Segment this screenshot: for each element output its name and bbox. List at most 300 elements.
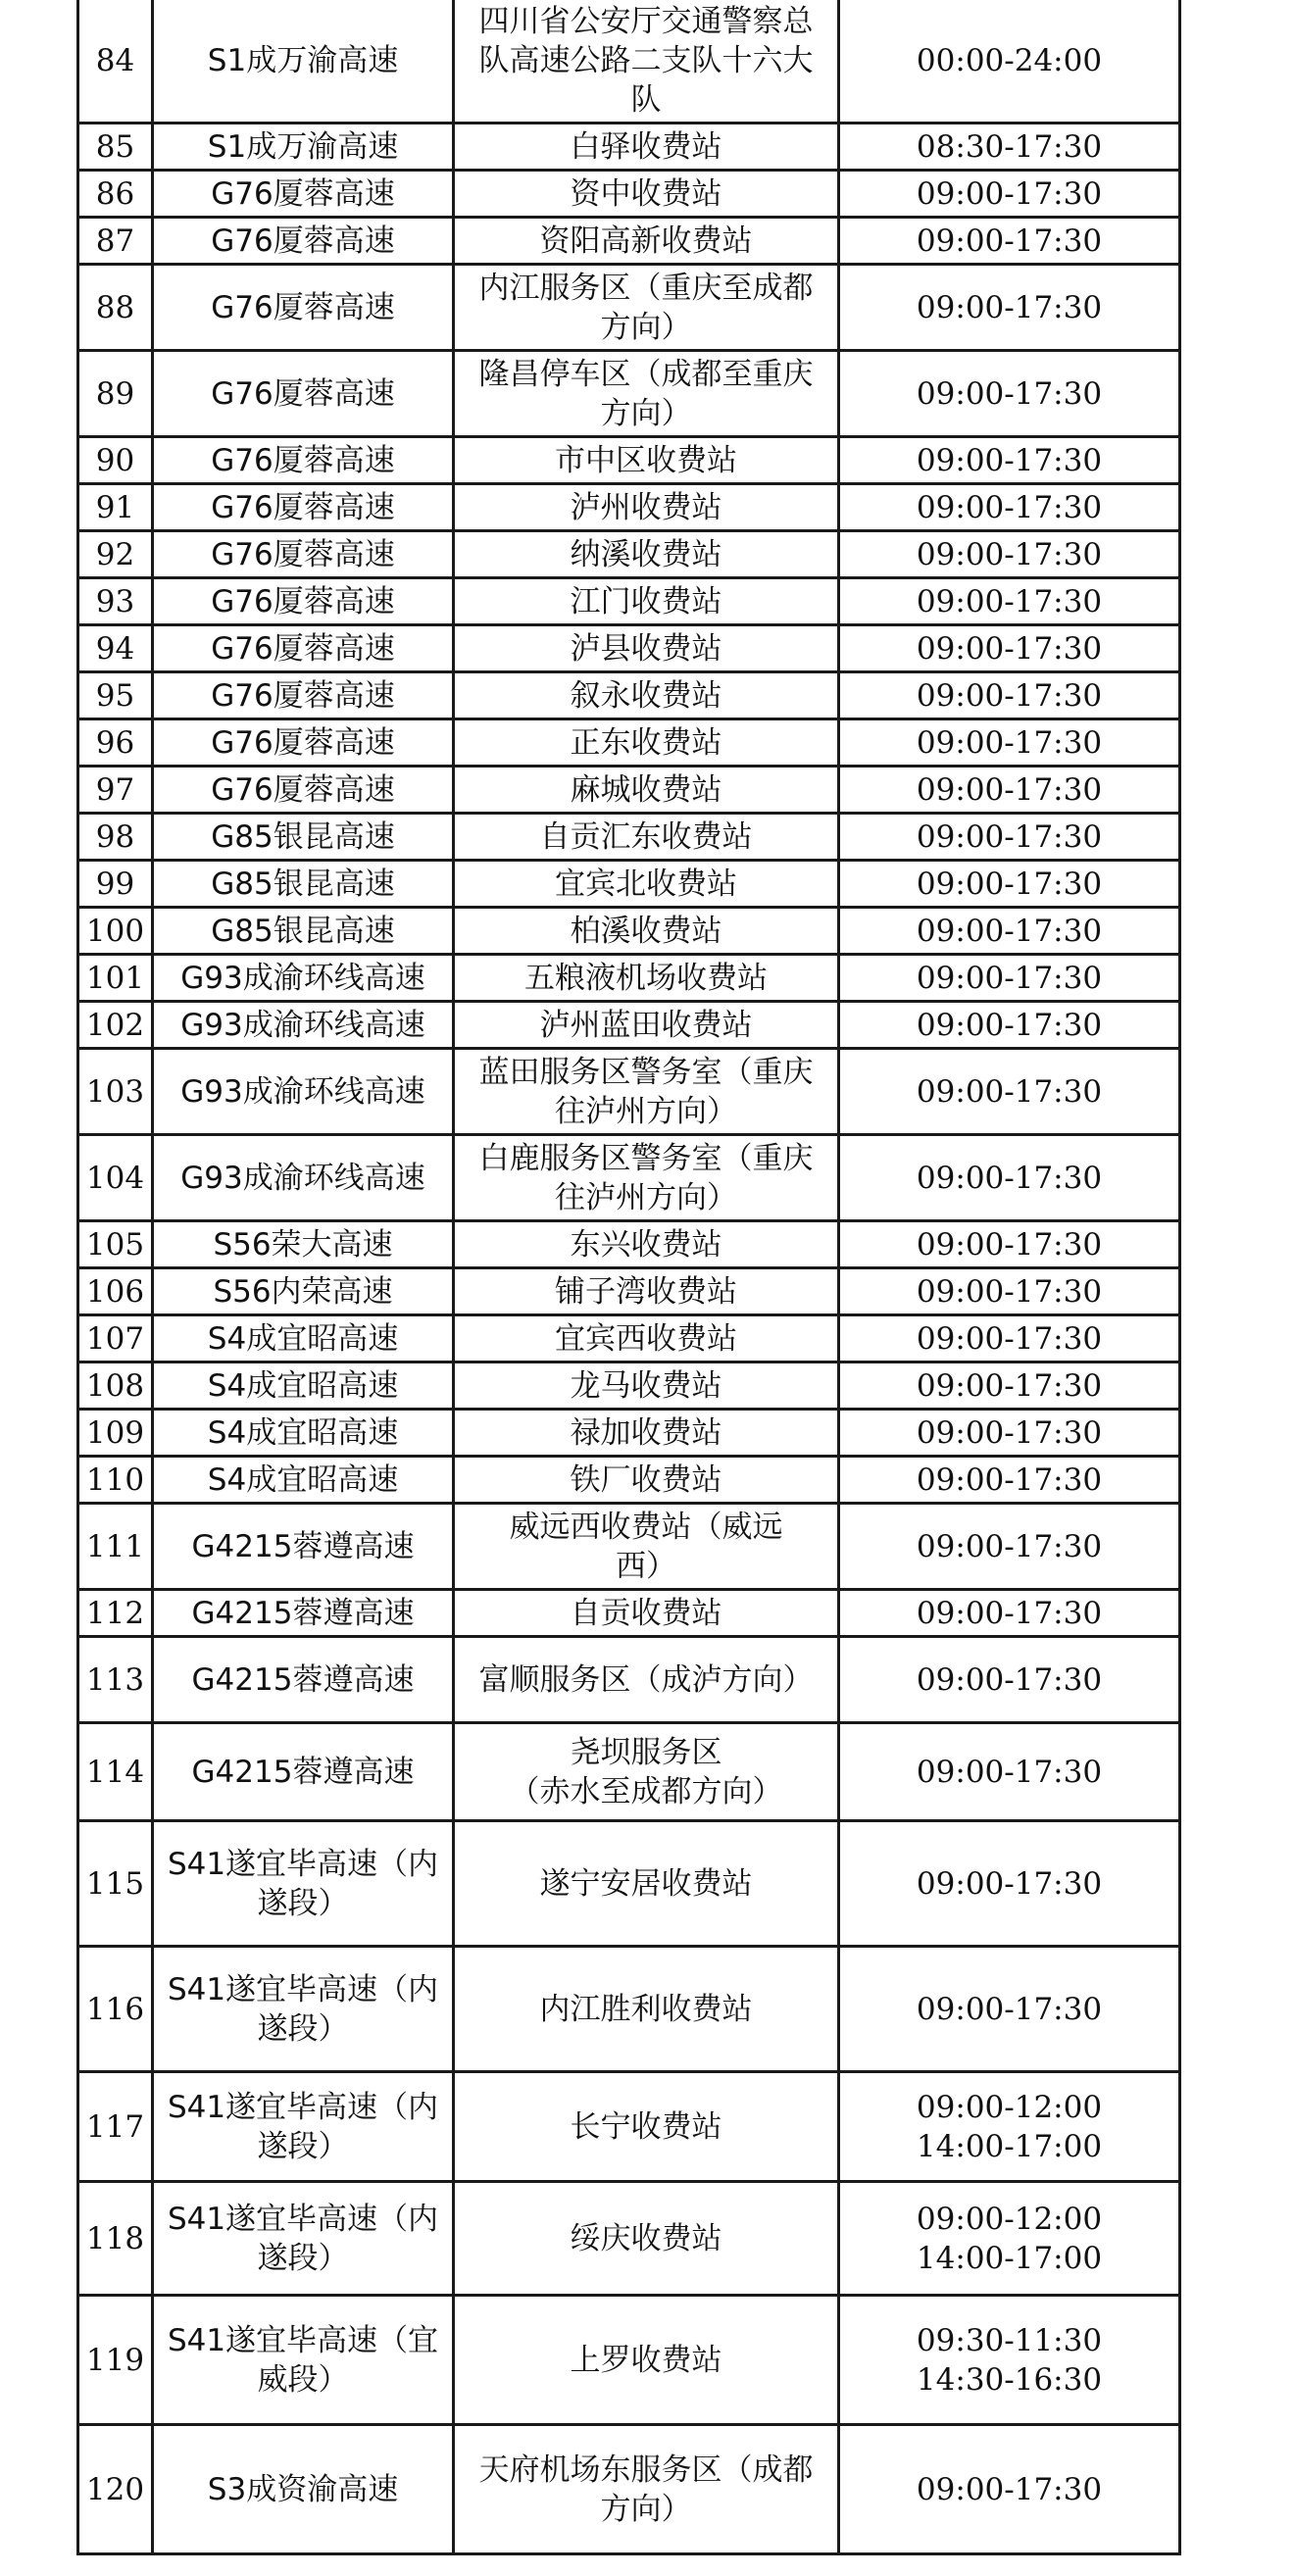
row-number: 101	[78, 955, 153, 1002]
hours-cell	[839, 2072, 1180, 2182]
road-name-cell	[153, 1723, 454, 1821]
hours-cell-line: 14:00-17:00	[916, 2240, 1103, 2276]
hours-cell-line: 09:00-17:30	[916, 771, 1103, 808]
location-cell-line: 长宁收费站	[570, 2108, 722, 2145]
table-row	[78, 1947, 1180, 2072]
table-row	[78, 767, 1180, 814]
road-name-cell-line: G76厦蓉高速	[211, 536, 395, 572]
location-cell	[454, 2296, 839, 2425]
hours-cell	[839, 1002, 1180, 1049]
location-cell	[454, 767, 839, 814]
location-cell-line: 西）	[616, 1548, 676, 1584]
hours-cell	[839, 767, 1180, 814]
row-number: 91	[78, 484, 153, 531]
road-name-cell	[153, 171, 454, 218]
road-name-cell	[153, 767, 454, 814]
row-number: 89	[78, 351, 153, 437]
hours-cell	[839, 2425, 1180, 2554]
hours-cell	[839, 672, 1180, 719]
road-name-cell	[153, 1947, 454, 2072]
hours-cell	[839, 625, 1180, 672]
hours-cell	[839, 265, 1180, 351]
road-name-cell	[153, 2182, 454, 2296]
row-number: 93	[78, 578, 153, 625]
location-cell	[454, 672, 839, 719]
location-cell-line: 资阳高新收费站	[539, 223, 753, 259]
hours-cell-line: 09:00-17:30	[916, 289, 1103, 325]
hours-cell	[839, 2296, 1180, 2425]
row-number: 85	[78, 124, 153, 171]
hours-cell	[839, 719, 1180, 767]
road-name-cell-line: S41遂宜毕高速（宜	[167, 2322, 439, 2358]
hours-cell	[839, 1504, 1180, 1590]
location-cell	[454, 861, 839, 908]
road-name-cell-line: G85银昆高速	[211, 818, 395, 855]
hours-cell	[839, 437, 1180, 484]
location-cell-line: 蓝田服务区警务室（重庆	[478, 1054, 814, 1090]
row-number: 94	[78, 625, 153, 672]
road-name-cell	[153, 484, 454, 531]
table-row	[78, 719, 1180, 767]
road-name-cell-line: S41遂宜毕高速（内	[167, 1846, 439, 1882]
road-name-cell-line: G76厦蓉高速	[211, 583, 395, 619]
row-number: 103	[78, 1049, 153, 1135]
hours-cell	[839, 1049, 1180, 1135]
hours-cell	[839, 1362, 1180, 1410]
hours-cell-line: 09:00-17:30	[916, 913, 1103, 949]
row-number: 107	[78, 1315, 153, 1362]
location-cell-line: 白驿收费站	[570, 128, 722, 165]
table-row	[78, 2072, 1180, 2182]
hours-cell	[839, 1315, 1180, 1362]
hours-cell-line: 09:00-17:30	[916, 223, 1103, 259]
location-cell-line: 叙永收费站	[570, 677, 722, 714]
road-name-cell	[153, 1504, 454, 1590]
row-number: 109	[78, 1410, 153, 1457]
table-row	[78, 1504, 1180, 1590]
location-cell	[454, 1221, 839, 1268]
location-cell	[454, 1315, 839, 1362]
location-cell	[454, 351, 839, 437]
hours-cell	[839, 1723, 1180, 1821]
road-name-cell-line: G93成渝环线高速	[180, 1160, 425, 1196]
hours-cell-line: 09:00-17:30	[916, 375, 1103, 412]
location-cell	[454, 1457, 839, 1504]
table-row	[78, 814, 1180, 861]
hours-cell-line: 09:00-17:30	[916, 1160, 1103, 1196]
row-number: 86	[78, 171, 153, 218]
road-name-cell	[153, 908, 454, 955]
table-row	[78, 2425, 1180, 2554]
table-row	[78, 578, 1180, 625]
checkpoint-table	[76, 0, 1181, 2555]
location-cell-line: 资中收费站	[570, 175, 722, 212]
location-cell	[454, 1362, 839, 1410]
location-cell-line: 自贡收费站	[570, 1595, 722, 1631]
location-cell	[454, 1135, 839, 1221]
location-cell-line: 麻城收费站	[570, 771, 722, 808]
road-name-cell	[153, 1362, 454, 1410]
location-cell-line: 市中区收费站	[555, 442, 737, 478]
row-number: 116	[78, 1947, 153, 2072]
table-row	[78, 908, 1180, 955]
location-cell-line: 隆昌停车区（成都至重庆	[478, 356, 814, 392]
location-cell-line: 白鹿服务区警务室（重庆	[478, 1140, 814, 1176]
road-name-cell	[153, 265, 454, 351]
road-name-cell	[153, 955, 454, 1002]
hours-cell-line: 09:00-17:30	[916, 1461, 1103, 1498]
table-row	[78, 955, 1180, 1002]
location-cell-line: 五粮液机场收费站	[524, 960, 768, 996]
table-row	[78, 1049, 1180, 1135]
row-number: 100	[78, 908, 153, 955]
table-row	[78, 625, 1180, 672]
table-row	[78, 218, 1180, 265]
location-cell	[454, 1504, 839, 1590]
hours-cell	[839, 1268, 1180, 1315]
location-cell-line: 禄加收费站	[570, 1414, 722, 1451]
road-name-cell-line: 遂段）	[257, 2240, 349, 2276]
road-name-cell-line: G4215蓉遵高速	[191, 1754, 415, 1790]
hours-cell-line: 09:00-17:30	[916, 1320, 1103, 1357]
location-cell-line: 上罗收费站	[570, 2342, 722, 2378]
road-name-cell-line: G76厦蓉高速	[211, 175, 395, 212]
row-number: 117	[78, 2072, 153, 2182]
hours-cell-line: 09:00-17:30	[916, 1073, 1103, 1110]
table-row	[78, 1362, 1180, 1410]
row-number: 95	[78, 672, 153, 719]
table-row	[78, 1135, 1180, 1221]
location-cell-line: 龙马收费站	[570, 1367, 722, 1404]
location-cell	[454, 124, 839, 171]
row-number: 105	[78, 1221, 153, 1268]
location-cell	[454, 908, 839, 955]
table-row	[78, 437, 1180, 484]
location-cell-line: 自贡汇东收费站	[539, 818, 753, 855]
location-cell	[454, 814, 839, 861]
road-name-cell-line: 遂段）	[257, 2010, 349, 2047]
road-name-cell-line: G76厦蓉高速	[211, 677, 395, 714]
road-name-cell-line: G76厦蓉高速	[211, 724, 395, 761]
row-number: 113	[78, 1637, 153, 1723]
road-name-cell	[153, 1002, 454, 1049]
hours-cell	[839, 1410, 1180, 1457]
table-row	[78, 2182, 1180, 2296]
location-cell-line: 宜宾北收费站	[555, 866, 737, 902]
hours-cell	[839, 955, 1180, 1002]
road-name-cell-line: S56荣大高速	[213, 1226, 393, 1263]
location-cell	[454, 1268, 839, 1315]
table-row	[78, 171, 1180, 218]
hours-cell	[839, 0, 1180, 124]
hours-cell	[839, 814, 1180, 861]
location-cell-line: 往泸州方向）	[555, 1093, 737, 1129]
road-name-cell	[153, 1637, 454, 1723]
road-name-cell	[153, 531, 454, 578]
road-name-cell-line: G76厦蓉高速	[211, 223, 395, 259]
hours-cell-line: 09:00-17:30	[916, 1528, 1103, 1564]
road-name-cell	[153, 1590, 454, 1637]
hours-cell-line: 09:00-17:30	[916, 489, 1103, 525]
location-cell	[454, 625, 839, 672]
road-name-cell-line: G93成渝环线高速	[180, 1007, 425, 1043]
hours-cell-line: 09:00-17:30	[916, 442, 1103, 478]
road-name-cell-line: 遂段）	[257, 2128, 349, 2164]
road-name-cell	[153, 719, 454, 767]
table-row	[78, 124, 1180, 171]
road-name-cell-line: S41遂宜毕高速（内	[167, 2089, 439, 2125]
row-number: 108	[78, 1362, 153, 1410]
road-name-cell	[153, 861, 454, 908]
hours-cell-line: 09:00-17:30	[916, 1007, 1103, 1043]
location-cell-line: 队	[630, 81, 662, 118]
location-cell-line: 方向）	[600, 2491, 692, 2527]
location-cell-line: 威远西收费站（威远	[509, 1509, 783, 1545]
location-cell	[454, 0, 839, 124]
row-number: 87	[78, 218, 153, 265]
table-row	[78, 1410, 1180, 1457]
location-cell-line: 富顺服务区（成泸方向）	[478, 1661, 814, 1698]
row-number: 92	[78, 531, 153, 578]
location-cell-line: 队高速公路二支队十六大	[478, 42, 814, 78]
hours-cell	[839, 124, 1180, 171]
road-name-cell-line: S4成宜昭高速	[207, 1367, 399, 1404]
road-name-cell	[153, 1268, 454, 1315]
road-name-cell-line: 遂段）	[257, 1885, 349, 1921]
location-cell-line: 方向）	[600, 309, 692, 345]
table-row	[78, 1457, 1180, 1504]
location-cell-line: 泸州收费站	[570, 489, 722, 525]
row-number: 99	[78, 861, 153, 908]
hours-cell-line: 09:00-17:30	[916, 1865, 1103, 1902]
location-cell-line: 天府机场东服务区（成都	[478, 2452, 814, 2488]
hours-cell	[839, 351, 1180, 437]
location-cell	[454, 955, 839, 1002]
location-cell	[454, 531, 839, 578]
road-name-cell-line: S1成万渝高速	[207, 128, 399, 165]
row-number: 114	[78, 1723, 153, 1821]
location-cell-line: 柏溪收费站	[570, 913, 722, 949]
location-cell-line: 纳溪收费站	[570, 536, 722, 572]
hours-cell-line: 09:00-12:00	[916, 2089, 1103, 2125]
hours-cell	[839, 531, 1180, 578]
hours-cell-line: 09:30-11:30	[916, 2322, 1103, 2358]
row-number: 119	[78, 2296, 153, 2425]
hours-cell-line: 09:00-17:30	[916, 583, 1103, 619]
hours-cell	[839, 1590, 1180, 1637]
location-cell-line: 江门收费站	[570, 583, 722, 619]
row-number: 110	[78, 1457, 153, 1504]
location-cell	[454, 1590, 839, 1637]
hours-cell-line: 09:00-17:30	[916, 2471, 1103, 2507]
location-cell	[454, 1049, 839, 1135]
road-name-cell	[153, 1221, 454, 1268]
location-cell-line: 内江胜利收费站	[539, 1991, 753, 2027]
location-cell	[454, 1947, 839, 2072]
road-name-cell-line: G76厦蓉高速	[211, 630, 395, 667]
location-cell	[454, 265, 839, 351]
road-name-cell	[153, 2072, 454, 2182]
location-cell	[454, 2425, 839, 2554]
location-cell-line: 铁厂收费站	[570, 1461, 722, 1498]
hours-cell	[839, 861, 1180, 908]
row-number: 96	[78, 719, 153, 767]
road-name-cell	[153, 0, 454, 124]
table-body	[78, 0, 1180, 2554]
road-name-cell	[153, 1135, 454, 1221]
road-name-cell	[153, 1049, 454, 1135]
row-number: 115	[78, 1821, 153, 1947]
location-cell-line: 四川省公安厅交通警察总	[478, 3, 814, 39]
table-row	[78, 1637, 1180, 1723]
hours-cell-line: 09:00-17:30	[916, 1367, 1103, 1404]
road-name-cell-line: G85银昆高速	[211, 913, 395, 949]
table-row	[78, 1221, 1180, 1268]
row-number: 102	[78, 1002, 153, 1049]
hours-cell	[839, 171, 1180, 218]
road-name-cell-line: S1成万渝高速	[207, 42, 399, 78]
road-name-cell-line: S4成宜昭高速	[207, 1414, 399, 1451]
location-cell-line: 方向）	[600, 395, 692, 431]
row-number: 84	[78, 0, 153, 124]
location-cell-line: 泸县收费站	[570, 630, 722, 667]
road-name-cell-line: S3成资渝高速	[207, 2471, 399, 2507]
location-cell	[454, 578, 839, 625]
location-cell-line: 往泸州方向）	[555, 1179, 737, 1215]
hours-cell-line: 09:00-17:30	[916, 724, 1103, 761]
table-row	[78, 672, 1180, 719]
table-row	[78, 1723, 1180, 1821]
location-cell	[454, 2072, 839, 2182]
location-cell-line: 正东收费站	[570, 724, 722, 761]
road-name-cell	[153, 578, 454, 625]
hours-cell-line: 09:00-12:00	[916, 2201, 1103, 2237]
hours-cell	[839, 1821, 1180, 1947]
table-row	[78, 265, 1180, 351]
location-cell	[454, 437, 839, 484]
hours-cell-line: 09:00-17:30	[916, 536, 1103, 572]
row-number: 118	[78, 2182, 153, 2296]
location-cell-line: 遂宁安居收费站	[539, 1865, 753, 1902]
hours-cell-line: 08:30-17:30	[916, 128, 1103, 165]
table-row	[78, 861, 1180, 908]
road-name-cell-line: G4215蓉遵高速	[191, 1528, 415, 1564]
hours-cell	[839, 2182, 1180, 2296]
hours-cell-line: 09:00-17:30	[916, 818, 1103, 855]
road-name-cell	[153, 1410, 454, 1457]
row-number: 97	[78, 767, 153, 814]
location-cell-line: 铺子湾收费站	[555, 1273, 737, 1310]
hours-cell	[839, 218, 1180, 265]
table-row	[78, 1315, 1180, 1362]
road-name-cell-line: G76厦蓉高速	[211, 442, 395, 478]
road-name-cell	[153, 1315, 454, 1362]
table-row	[78, 1268, 1180, 1315]
road-name-cell-line: G93成渝环线高速	[180, 960, 425, 996]
road-name-cell	[153, 437, 454, 484]
road-name-cell-line: G76厦蓉高速	[211, 771, 395, 808]
road-name-cell-line: 威段）	[257, 2361, 349, 2398]
road-name-cell-line: G4215蓉遵高速	[191, 1595, 415, 1631]
location-cell-line: 绥庆收费站	[570, 2220, 722, 2256]
row-number: 111	[78, 1504, 153, 1590]
hours-cell-line: 09:00-17:30	[916, 1991, 1103, 2027]
road-name-cell-line: S56内荣高速	[213, 1273, 393, 1310]
road-name-cell-line: G85银昆高速	[211, 866, 395, 902]
hours-cell-line: 09:00-17:30	[916, 1273, 1103, 1310]
hours-cell-line: 09:00-17:30	[916, 866, 1103, 902]
hours-cell-line: 09:00-17:30	[916, 1226, 1103, 1263]
location-cell	[454, 1410, 839, 1457]
road-name-cell	[153, 2425, 454, 2554]
hours-cell	[839, 578, 1180, 625]
hours-cell-line: 09:00-17:30	[916, 630, 1103, 667]
road-name-cell-line: G76厦蓉高速	[211, 489, 395, 525]
table-row	[78, 0, 1180, 124]
location-cell-line: 宜宾西收费站	[555, 1320, 737, 1357]
road-name-cell-line: S41遂宜毕高速（内	[167, 2201, 439, 2237]
table-row	[78, 1821, 1180, 1947]
road-name-cell	[153, 814, 454, 861]
location-cell	[454, 1723, 839, 1821]
location-cell-line: 尧坝服务区	[570, 1734, 722, 1770]
hours-cell-line: 09:00-17:30	[916, 1754, 1103, 1790]
road-name-cell	[153, 625, 454, 672]
road-name-cell	[153, 1457, 454, 1504]
hours-cell	[839, 484, 1180, 531]
hours-cell-line: 14:00-17:00	[916, 2128, 1103, 2164]
hours-cell	[839, 1947, 1180, 2072]
location-cell	[454, 2182, 839, 2296]
road-name-cell-line: G76厦蓉高速	[211, 289, 395, 325]
hours-cell-line: 09:00-17:30	[916, 1595, 1103, 1631]
row-number: 88	[78, 265, 153, 351]
hours-cell	[839, 1135, 1180, 1221]
hours-cell	[839, 1457, 1180, 1504]
location-cell-line: （赤水至成都方向）	[509, 1773, 783, 1809]
location-cell	[454, 171, 839, 218]
road-name-cell-line: G93成渝环线高速	[180, 1073, 425, 1110]
hours-cell-line: 09:00-17:30	[916, 1414, 1103, 1451]
road-name-cell-line: S4成宜昭高速	[207, 1320, 399, 1357]
road-name-cell	[153, 218, 454, 265]
row-number: 104	[78, 1135, 153, 1221]
table-row	[78, 531, 1180, 578]
hours-cell	[839, 1221, 1180, 1268]
row-number: 120	[78, 2425, 153, 2554]
road-name-cell-line: S41遂宜毕高速（内	[167, 1971, 439, 2007]
location-cell	[454, 218, 839, 265]
location-cell-line: 东兴收费站	[570, 1226, 722, 1263]
location-cell	[454, 1821, 839, 1947]
road-name-cell	[153, 1821, 454, 1947]
hours-cell-line: 09:00-17:30	[916, 960, 1103, 996]
table-row	[78, 484, 1180, 531]
table-row	[78, 1590, 1180, 1637]
location-cell	[454, 1002, 839, 1049]
road-name-cell-line: G4215蓉遵高速	[191, 1661, 415, 1698]
road-name-cell	[153, 672, 454, 719]
row-number: 98	[78, 814, 153, 861]
location-cell-line: 内江服务区（重庆至成都	[478, 270, 814, 306]
hours-cell-line: 00:00-24:00	[916, 42, 1103, 78]
location-cell	[454, 484, 839, 531]
table-row	[78, 351, 1180, 437]
road-name-cell	[153, 351, 454, 437]
hours-cell-line: 09:00-17:30	[916, 175, 1103, 212]
table-row	[78, 1002, 1180, 1049]
row-number: 90	[78, 437, 153, 484]
